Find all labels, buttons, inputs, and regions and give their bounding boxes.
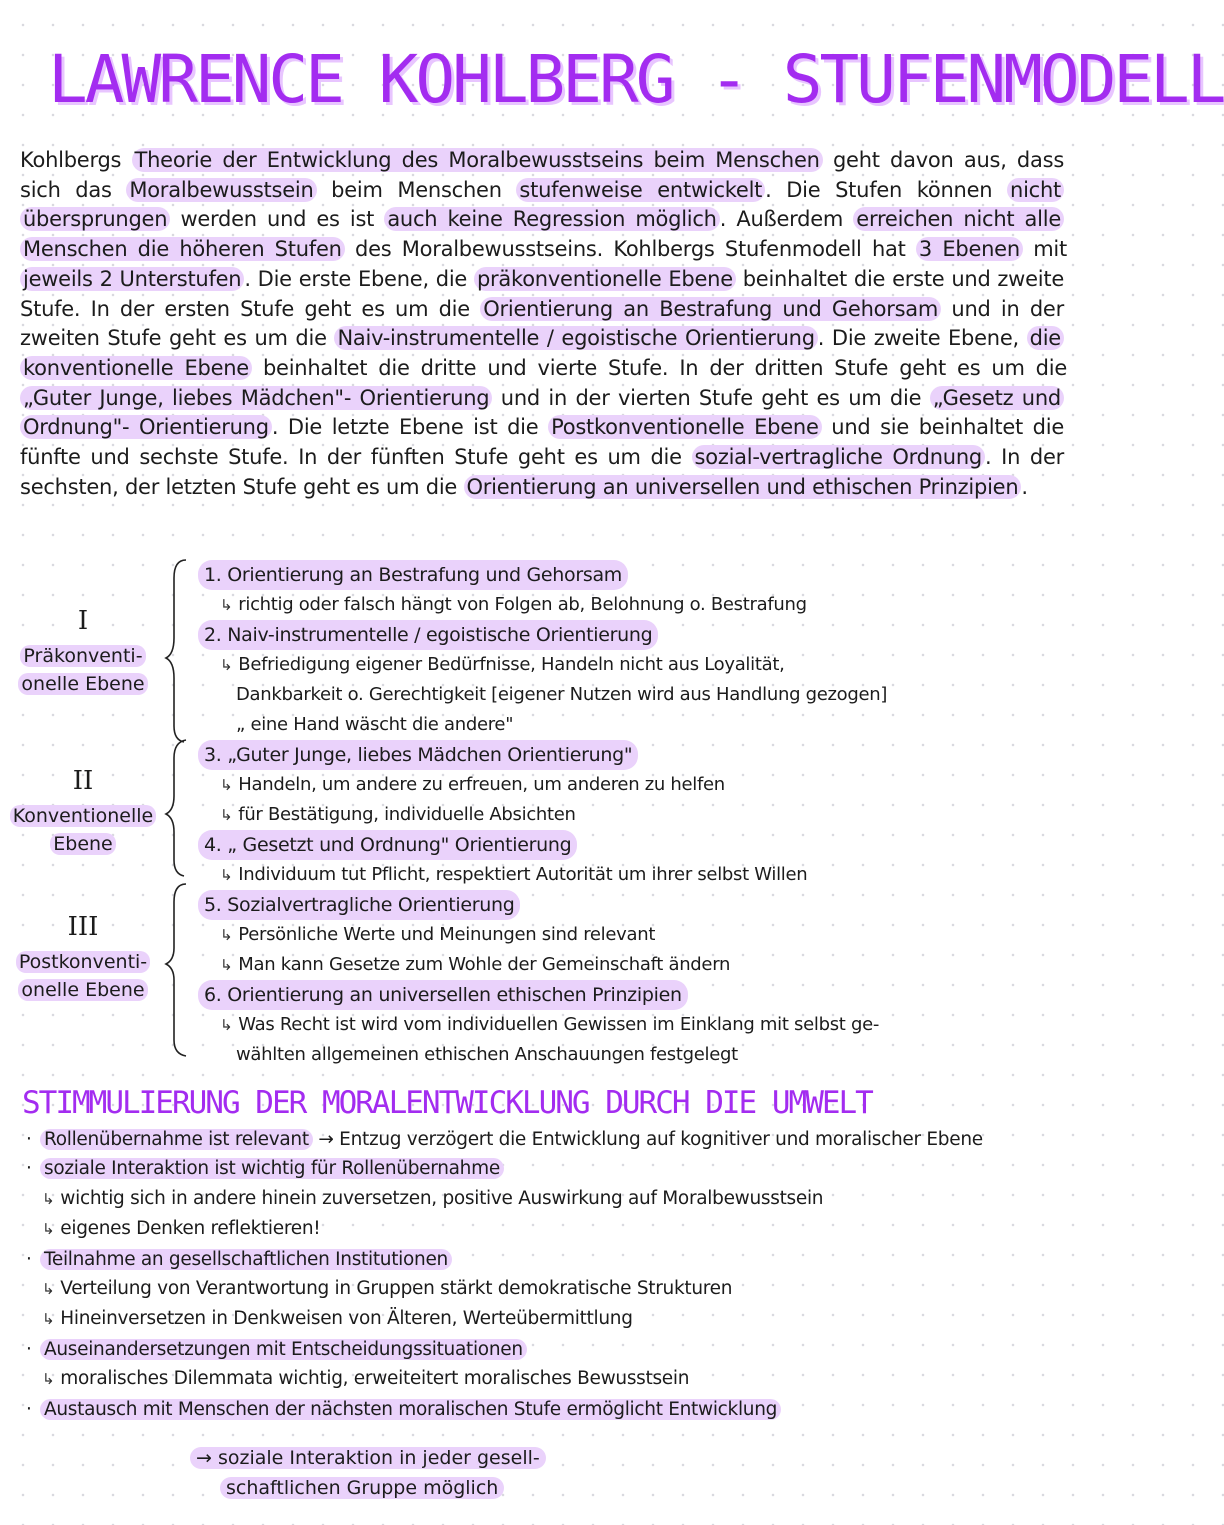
level-name-line: Ebene <box>8 830 158 858</box>
stage-3 <box>198 740 1058 830</box>
arrow-icon: ↳ <box>220 866 233 884</box>
highlighted-phrase: „Guter Junge, liebes Mädchen"- Orientierung <box>20 386 492 410</box>
influence-list <box>26 1125 1066 1424</box>
stage-label: 6. Orientierung an universellen ethischen Prinzipien <box>198 980 688 1010</box>
text-segment: . Außerdem <box>719 207 854 232</box>
text-segment: des Moralbewusstseins. Kohlbergs Stufenmodell hat <box>344 237 916 262</box>
stage-label: 4. „ Gesetzt und Ordnung" Orientierung <box>198 830 577 860</box>
item-text: Hineinversetzen in Denkweisen von Älteren, Werteübermittlung <box>60 1308 633 1330</box>
bullet-item <box>26 1335 1066 1364</box>
highlighted-phrase: auch keine Regression möglich <box>384 207 719 231</box>
highlighted-phrase: präkonventionelle Ebene <box>474 267 736 291</box>
text-segment: geht davon aus, dass sich das <box>20 148 1065 202</box>
sub-item <box>26 1304 1066 1334</box>
stages-list <box>198 560 1058 1070</box>
level-name-line: Postkonventi- <box>8 948 158 976</box>
detail-text: Man kann Gesetze zum Wohle der Gemeinschaft ändern <box>238 954 731 975</box>
arrow-icon: ↳ <box>220 926 233 944</box>
stage-detail <box>198 680 1058 710</box>
text-segment: und in der zweiten Stufe geht es um die <box>20 296 1064 351</box>
bullet-icon: · <box>26 1248 32 1270</box>
detail-text: „ eine Hand wäscht die andere" <box>236 714 514 735</box>
highlighted-phrase: nicht übersprungen <box>20 178 1064 232</box>
item-text: Verteilung von Verantwortung in Gruppen stärkt demokratische Strukturen <box>60 1278 733 1300</box>
stage-detail <box>198 860 1058 890</box>
level-name-line: onelle Ebene <box>8 976 158 1004</box>
text-segment: . In der sechsten, der letzten Stufe geht es um die <box>20 445 1065 499</box>
level-numeral: I <box>77 606 89 636</box>
stage-detail <box>198 770 1058 800</box>
detail-text: Handeln, um andere zu erfreuen, um anderen zu helfen <box>238 774 725 795</box>
highlighted-phrase: Orientierung an universellen und ethischen Prinzipien <box>464 475 1022 499</box>
stage-detail <box>198 710 1058 740</box>
arrow-icon: ↳ <box>220 806 233 824</box>
detail-text: Dankbarkeit o. Gerechtigkeit [eigener Nutzen wird aus Handlung gezogen] <box>236 684 888 705</box>
detail-text: Was Recht ist wird vom individuellen Gewissen im Einklang mit selbst ge- <box>238 1014 880 1035</box>
stage-detail <box>198 650 1058 680</box>
arrow-icon: ↳ <box>220 956 233 974</box>
stage-6 <box>198 980 1058 1070</box>
highlighted-phrase: stufenweise entwickelt <box>516 178 765 202</box>
highlighted-phrase: „Gesetz und Ordnung"- Orientierung <box>20 386 1064 440</box>
highlighted-phrase: Postkonventionelle Ebene <box>548 415 822 439</box>
detail-text: Persönliche Werte und Meinungen sind relevant <box>238 924 656 945</box>
stage-label: 2. Naiv-instrumentelle / egoistische Orientierung <box>198 620 658 650</box>
stage-detail <box>198 1010 1058 1040</box>
sub-item <box>26 1214 1066 1244</box>
stage-2 <box>198 620 1058 740</box>
detail-text: richtig oder falsch hängt von Folgen ab, Belohnung o. Bestrafung <box>238 594 807 615</box>
sub-item <box>26 1184 1066 1214</box>
text-segment: . Die zweite Ebene, <box>817 326 1027 351</box>
text-segment: . Die erste Ebene, die <box>244 266 474 291</box>
stage-detail <box>198 800 1058 830</box>
text-segment: mit <box>1022 237 1067 262</box>
highlighted-phrase: 3 Ebenen <box>916 237 1023 261</box>
text-segment: und in der vierten Stufe geht es um die <box>492 385 930 410</box>
conclusion-line: → soziale Interaktion in jeder gesell- <box>190 1443 610 1473</box>
stage-detail <box>198 950 1058 980</box>
item-text: → Entzug verzögert die Entwicklung auf kognitiver und moralischer Ebene <box>312 1129 983 1150</box>
stage-5 <box>198 890 1058 980</box>
conclusion-line: schaftlichen Gruppe möglich <box>190 1473 610 1503</box>
stage-label: 3. „Guter Junge, liebes Mädchen Orientierung" <box>198 740 638 770</box>
arrow-icon: ↳ <box>42 1189 55 1208</box>
text-segment: . Die Stufen können <box>765 177 1008 202</box>
arrow-icon: ↳ <box>42 1370 55 1389</box>
stage-4 <box>198 830 1058 890</box>
arrow-icon: ↳ <box>220 656 233 674</box>
stage-detail <box>198 590 1058 620</box>
stage-1 <box>198 560 1058 620</box>
stage-detail <box>198 1040 1058 1070</box>
conclusion <box>190 1443 610 1503</box>
highlighted-phrase: jeweils 2 Unterstufen <box>20 267 244 291</box>
stage-label: 1. Orientierung an Bestrafung und Gehorsam <box>198 560 628 590</box>
bullet-item <box>26 1245 1066 1274</box>
bullet-icon: · <box>26 1129 32 1150</box>
bullet-item <box>26 1125 1066 1154</box>
bullet-icon: · <box>26 1338 32 1360</box>
level-name-line: Präkonventi- <box>8 642 158 670</box>
highlighted-phrase: Theorie der Entwicklung des Moralbewusstseins beim Menschen <box>132 148 823 172</box>
highlighted-phrase: sozial-vertragliche Ordnung <box>692 445 985 469</box>
highlighted-phrase: erreichen nicht alle Menschen die höheren Stufen <box>20 207 1064 261</box>
stage-detail <box>198 920 1058 950</box>
stage-label: 5. Sozialvertragliche Orientierung <box>198 890 520 920</box>
level-numeral: II <box>72 766 94 796</box>
highlighted-phrase: soziale Interaktion ist wichtig für Rollenübernahme <box>40 1158 504 1179</box>
curly-brace-decoration <box>162 558 196 1062</box>
highlighted-phrase: die konventionelle Ebene <box>20 326 1064 380</box>
level-2-label <box>8 766 158 858</box>
highlighted-phrase: Austausch mit Menschen der nächsten moralischen Stufe ermöglicht Entwicklung <box>40 1399 781 1420</box>
text-segment: werden und es ist <box>170 207 385 232</box>
level-name-line: Konventionelle <box>8 802 158 830</box>
arrow-icon: ↳ <box>42 1280 55 1299</box>
text-segment: beinhaltet die dritte und vierte Stufe. In der dritten Stufe geht es um die <box>251 355 1067 380</box>
detail-text: für Bestätigung, individuelle Absichten <box>238 804 576 825</box>
highlighted-phrase: Auseinandersetzungen mit Entscheidungssituationen <box>40 1339 527 1360</box>
highlighted-phrase: Naiv-instrumentelle / egoistische Orientierung <box>334 326 817 350</box>
detail-text: Befriedigung eigener Bedürfnisse, Handeln nicht aus Loyalität, <box>238 654 785 675</box>
item-text: wichtig sich in andere hinein zuversetzen, positive Auswirkung auf Moralbewusstsein <box>60 1187 824 1209</box>
arrow-icon: ↳ <box>42 1220 55 1239</box>
item-text: eigenes Denken reflektieren! <box>60 1218 321 1240</box>
bullet-icon: · <box>26 1398 32 1420</box>
page-title: LAWRENCE KOHLBERG - STUFENMODELL <box>48 41 1224 118</box>
highlighted-phrase: Rollenübernahme ist relevant <box>40 1129 313 1150</box>
arrow-icon: ↳ <box>220 596 233 614</box>
arrow-icon: ↳ <box>42 1310 55 1329</box>
text-segment: Kohlbergs <box>20 148 132 172</box>
level-numeral: III <box>67 912 99 942</box>
arrow-icon: ↳ <box>220 776 233 794</box>
level-name-line: onelle Ebene <box>8 670 158 698</box>
highlighted-phrase: Teilnahme an gesellschaftlichen Institutionen <box>40 1249 452 1270</box>
arrow-icon: ↳ <box>220 1016 233 1034</box>
text-segment: . Die letzte Ebene ist die <box>271 415 549 440</box>
sub-item <box>26 1364 1066 1394</box>
section-title: STIMMULIERUNG DER MORALENTWICKLUNG DURCH DIE UMWELT <box>22 1085 872 1121</box>
text-segment: . <box>1021 474 1028 499</box>
intro-paragraph <box>20 146 1067 502</box>
highlighted-phrase: Moralbewusstsein <box>126 178 316 202</box>
sub-item <box>26 1274 1066 1304</box>
detail-text: wählten allgemeinen ethischen Anschauungen festgelegt <box>236 1044 738 1065</box>
text-segment: und sie beinhaltet die fünfte und sechste Stufe. In der fünften Stufe geht es um die <box>20 415 1064 470</box>
level-1-label <box>8 606 158 698</box>
bullet-item <box>26 1395 1066 1424</box>
item-text: moralisches Dilemmata wichtig, erweiteitert moralisches Bewusstsein <box>60 1368 690 1390</box>
highlighted-phrase: Orientierung an Bestrafung und Gehorsam <box>480 297 941 321</box>
text-segment: beinhaltet die erste und zweite Stufe. In der ersten Stufe geht es um die <box>20 266 1065 321</box>
bullet-item <box>26 1154 1066 1183</box>
level-3-label <box>8 912 158 1004</box>
detail-text: Individuum tut Pflicht, respektiert Autorität um ihrer selbst Willen <box>238 864 808 885</box>
text-segment: beim Menschen <box>316 177 517 202</box>
bullet-icon: · <box>26 1158 32 1180</box>
